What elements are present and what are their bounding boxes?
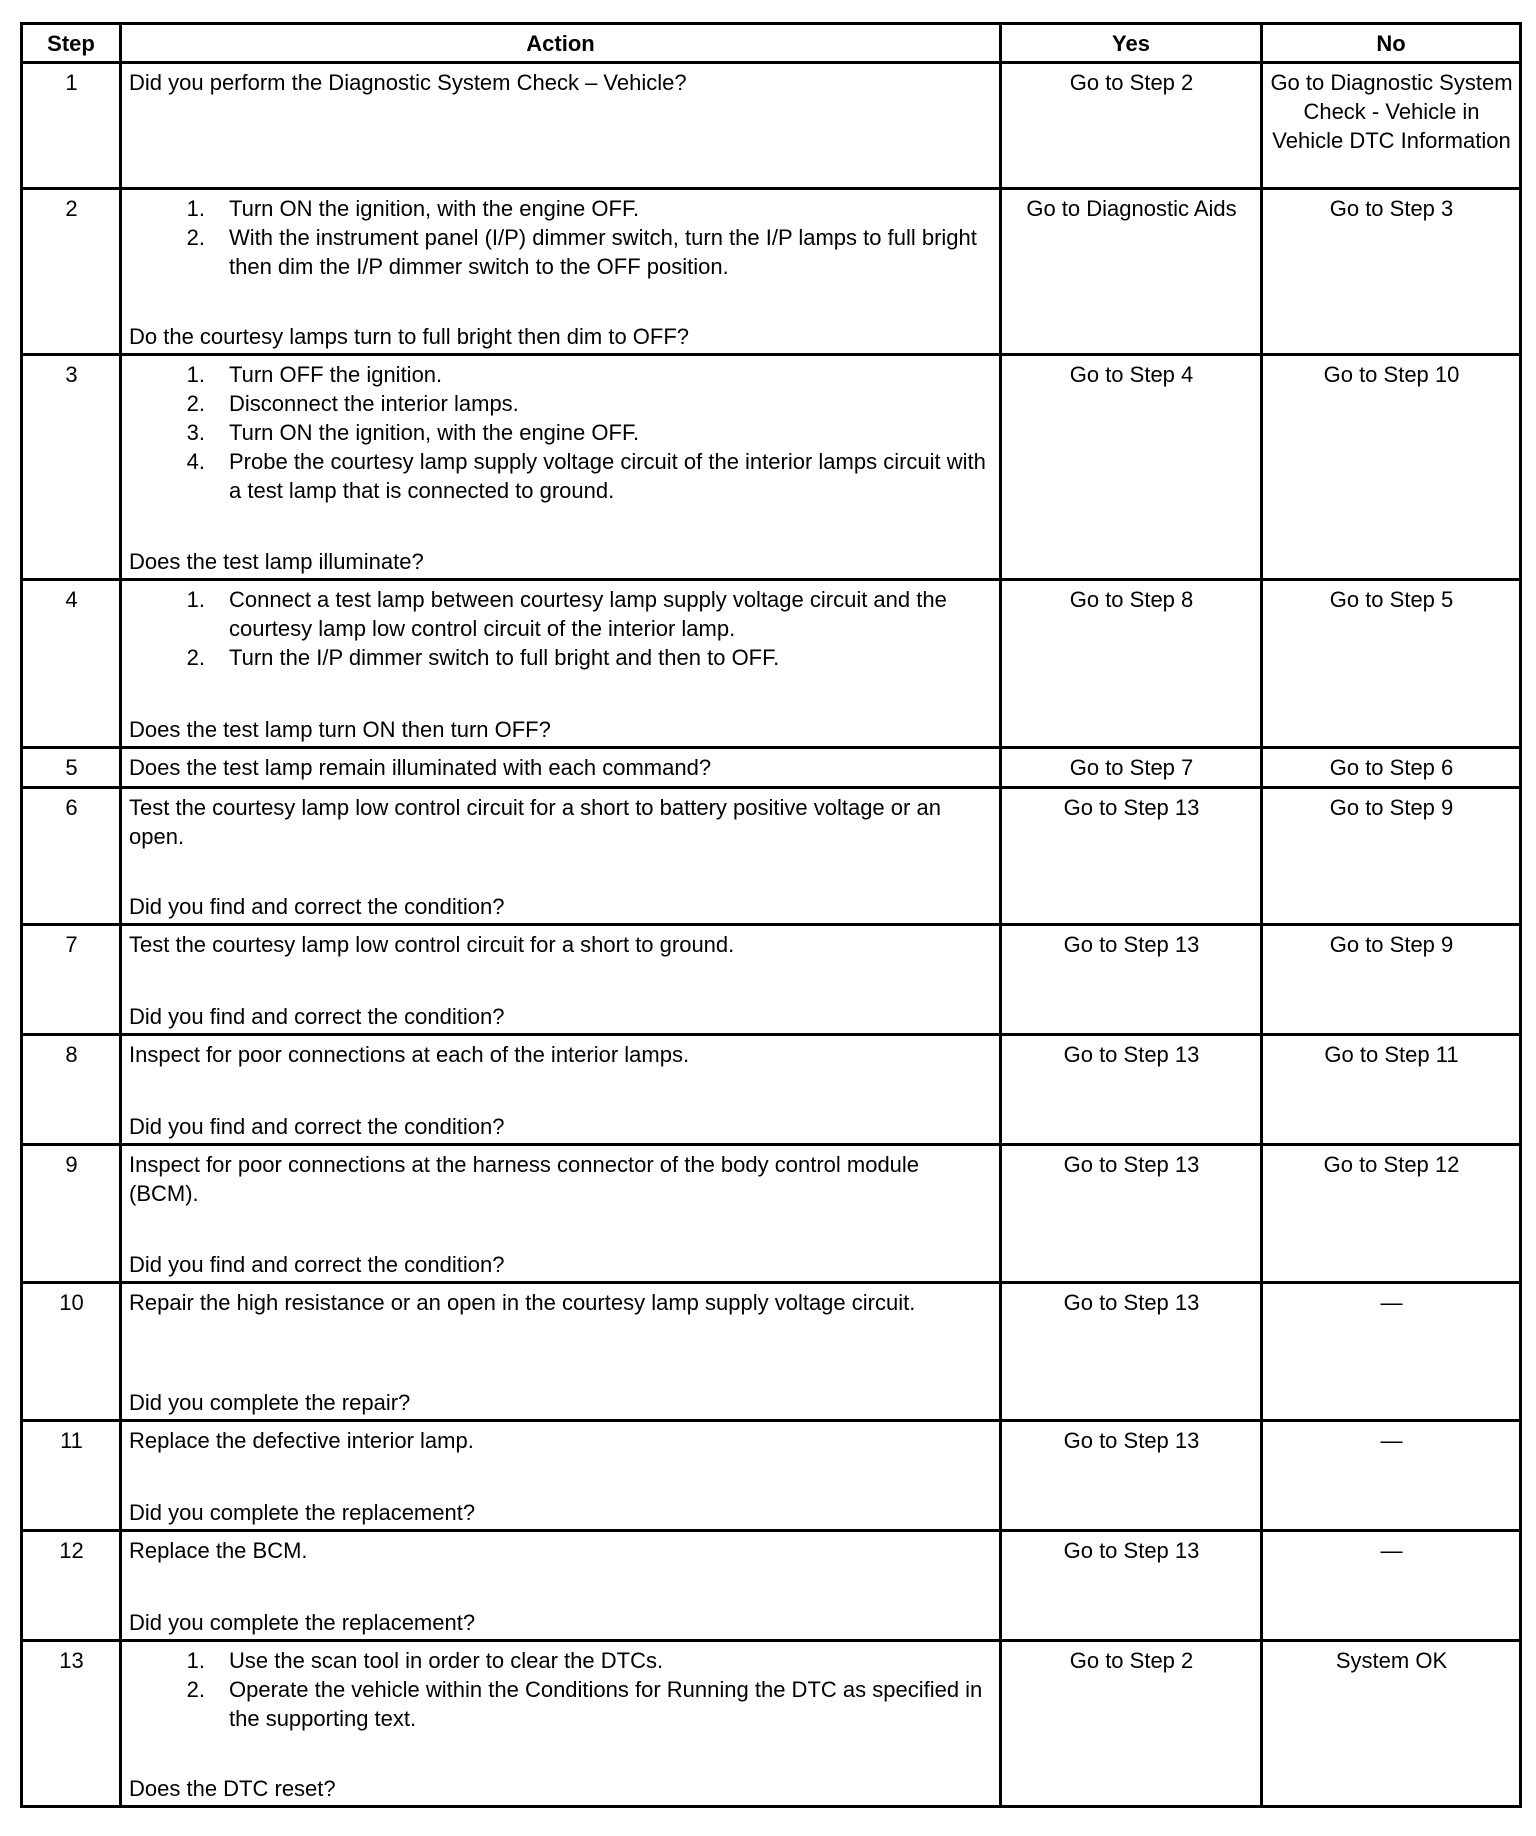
action-text: Repair the high resistance or an open in the courtesy lamp supply voltage circuit. — [129, 1290, 916, 1315]
yes-result: Go to Step 8 — [1001, 580, 1262, 748]
diagnostic-page — [20, 22, 1522, 1808]
step-number: 10 — [22, 1283, 121, 1421]
action-cell — [121, 925, 1001, 1035]
action-question: Did you complete the repair? — [129, 1390, 411, 1415]
table-row — [22, 189, 1521, 355]
yes-result: Go to Step 13 — [1001, 1283, 1262, 1421]
no-result: Go to Diagnostic System Check - Vehicle in Vehicle DTC Information — [1262, 63, 1521, 189]
step-number: 5 — [22, 748, 121, 788]
no-result: System OK — [1262, 1641, 1521, 1807]
header-step: Step — [22, 24, 121, 63]
header-row — [22, 24, 1521, 63]
substep-text: Turn ON the ignition, with the engine OFF. — [229, 196, 640, 221]
action-question: Did you complete the replacement? — [129, 1610, 476, 1635]
yes-result: Go to Step 2 — [1001, 63, 1262, 189]
substep-text: Probe the courtesy lamp supply voltage circuit of the interior lamps circuit with a test lamp that is connected to ground. — [229, 449, 986, 503]
substep-item — [129, 223, 993, 281]
substep-number: 2. — [186, 645, 205, 670]
action-cell — [121, 63, 1001, 189]
action-cell — [121, 1283, 1001, 1421]
action-cell — [121, 1145, 1001, 1283]
substep-item — [129, 418, 993, 447]
action-text: Inspect for poor connections at the harness connector of the body control module (BCM). — [129, 1152, 920, 1206]
substep-item — [129, 585, 993, 643]
yes-result: Go to Step 13 — [1001, 925, 1262, 1035]
substep-text: With the instrument panel (I/P) dimmer switch, turn the I/P lamps to full bright then dim the I/P dimmer switch to the OFF position. — [229, 225, 977, 279]
action-cell — [121, 1421, 1001, 1531]
table-row — [22, 1145, 1521, 1283]
substep-number: 3. — [186, 420, 205, 445]
action-text: Does the test lamp remain illuminated with each command? — [129, 755, 712, 780]
substep-list — [129, 360, 993, 505]
action-question: Did you complete the replacement? — [129, 1500, 476, 1525]
no-result: Go to Step 6 — [1262, 748, 1521, 788]
substep-text: Turn ON the ignition, with the engine OFF. — [229, 420, 640, 445]
step-number: 4 — [22, 580, 121, 748]
substep-number: 2. — [186, 1677, 205, 1702]
substep-item — [129, 643, 993, 672]
substep-item — [129, 447, 993, 505]
substep-list — [129, 1646, 993, 1733]
action-question: Do the courtesy lamps turn to full bright then dim to OFF? — [129, 324, 690, 349]
yes-result: Go to Step 13 — [1001, 788, 1262, 925]
no-result: — — [1262, 1531, 1521, 1641]
action-cell — [121, 1641, 1001, 1807]
step-number: 1 — [22, 63, 121, 189]
action-text: Inspect for poor connections at each of the interior lamps. — [129, 1042, 690, 1067]
substep-number: 2. — [186, 391, 205, 416]
substep-number: 2. — [186, 225, 205, 250]
substep-list — [129, 585, 993, 672]
action-question: Does the test lamp turn ON then turn OFF? — [129, 717, 551, 742]
action-cell — [121, 355, 1001, 580]
action-cell — [121, 189, 1001, 355]
step-number: 8 — [22, 1035, 121, 1145]
no-result: Go to Step 10 — [1262, 355, 1521, 580]
action-cell — [121, 1035, 1001, 1145]
action-text: Did you perform the Diagnostic System Check – Vehicle? — [129, 70, 687, 95]
table-row — [22, 1283, 1521, 1421]
no-result: — — [1262, 1421, 1521, 1531]
substep-list — [129, 194, 993, 281]
substep-number: 1. — [186, 1648, 205, 1673]
substep-item — [129, 389, 993, 418]
yes-result: Go to Step 13 — [1001, 1421, 1262, 1531]
no-result: Go to Step 9 — [1262, 925, 1521, 1035]
action-cell — [121, 580, 1001, 748]
substep-number: 1. — [186, 362, 205, 387]
table-row — [22, 580, 1521, 748]
table-body — [22, 63, 1521, 1807]
substep-item — [129, 1675, 993, 1733]
table-row — [22, 63, 1521, 189]
header-action: Action — [121, 24, 1001, 63]
step-number: 13 — [22, 1641, 121, 1807]
action-question: Does the DTC reset? — [129, 1776, 336, 1801]
substep-text: Turn OFF the ignition. — [229, 362, 443, 387]
action-question: Did you find and correct the condition? — [129, 1114, 505, 1139]
header-no: No — [1262, 24, 1521, 63]
action-question: Did you find and correct the condition? — [129, 1252, 505, 1277]
substep-item — [129, 360, 993, 389]
table-row — [22, 788, 1521, 925]
substep-number: 1. — [186, 196, 205, 221]
step-number: 6 — [22, 788, 121, 925]
action-question: Does the test lamp illuminate? — [129, 549, 424, 574]
action-cell — [121, 1531, 1001, 1641]
table-row — [22, 1641, 1521, 1807]
no-result: Go to Step 3 — [1262, 189, 1521, 355]
action-text: Test the courtesy lamp low control circuit for a short to battery positive voltage or an open. — [129, 795, 941, 849]
action-question: Did you find and correct the condition? — [129, 894, 505, 919]
yes-result: Go to Step 7 — [1001, 748, 1262, 788]
substep-number: 1. — [186, 587, 205, 612]
substep-item — [129, 1646, 993, 1675]
table-row — [22, 355, 1521, 580]
table-row — [22, 1035, 1521, 1145]
table-row — [22, 925, 1521, 1035]
action-cell — [121, 748, 1001, 788]
diagnostic-table — [20, 22, 1522, 1808]
no-result: Go to Step 9 — [1262, 788, 1521, 925]
yes-result: Go to Step 4 — [1001, 355, 1262, 580]
step-number: 3 — [22, 355, 121, 580]
yes-result: Go to Step 2 — [1001, 1641, 1262, 1807]
step-number: 11 — [22, 1421, 121, 1531]
action-text: Replace the BCM. — [129, 1538, 308, 1563]
yes-result: Go to Diagnostic Aids — [1001, 189, 1262, 355]
action-text: Test the courtesy lamp low control circuit for a short to ground. — [129, 932, 735, 957]
substep-text: Connect a test lamp between courtesy lamp supply voltage circuit and the courtesy lamp low control circuit of the interior lamp. — [229, 587, 947, 641]
no-result: — — [1262, 1283, 1521, 1421]
step-number: 9 — [22, 1145, 121, 1283]
action-cell — [121, 788, 1001, 925]
no-result: Go to Step 11 — [1262, 1035, 1521, 1145]
yes-result: Go to Step 13 — [1001, 1531, 1262, 1641]
substep-text: Operate the vehicle within the Conditions for Running the DTC as specified in the supporting text. — [229, 1677, 983, 1731]
step-number: 12 — [22, 1531, 121, 1641]
substep-number: 4. — [186, 449, 205, 474]
yes-result: Go to Step 13 — [1001, 1145, 1262, 1283]
step-number: 2 — [22, 189, 121, 355]
substep-text: Disconnect the interior lamps. — [229, 391, 519, 416]
no-result: Go to Step 5 — [1262, 580, 1521, 748]
header-yes: Yes — [1001, 24, 1262, 63]
table-row — [22, 1531, 1521, 1641]
action-text: Replace the defective interior lamp. — [129, 1428, 474, 1453]
no-result: Go to Step 12 — [1262, 1145, 1521, 1283]
table-row — [22, 748, 1521, 788]
step-number: 7 — [22, 925, 121, 1035]
table-row — [22, 1421, 1521, 1531]
yes-result: Go to Step 13 — [1001, 1035, 1262, 1145]
action-question: Did you find and correct the condition? — [129, 1004, 505, 1029]
substep-item — [129, 194, 993, 223]
substep-text: Turn the I/P dimmer switch to full bright and then to OFF. — [229, 645, 780, 670]
substep-text: Use the scan tool in order to clear the DTCs. — [229, 1648, 664, 1673]
